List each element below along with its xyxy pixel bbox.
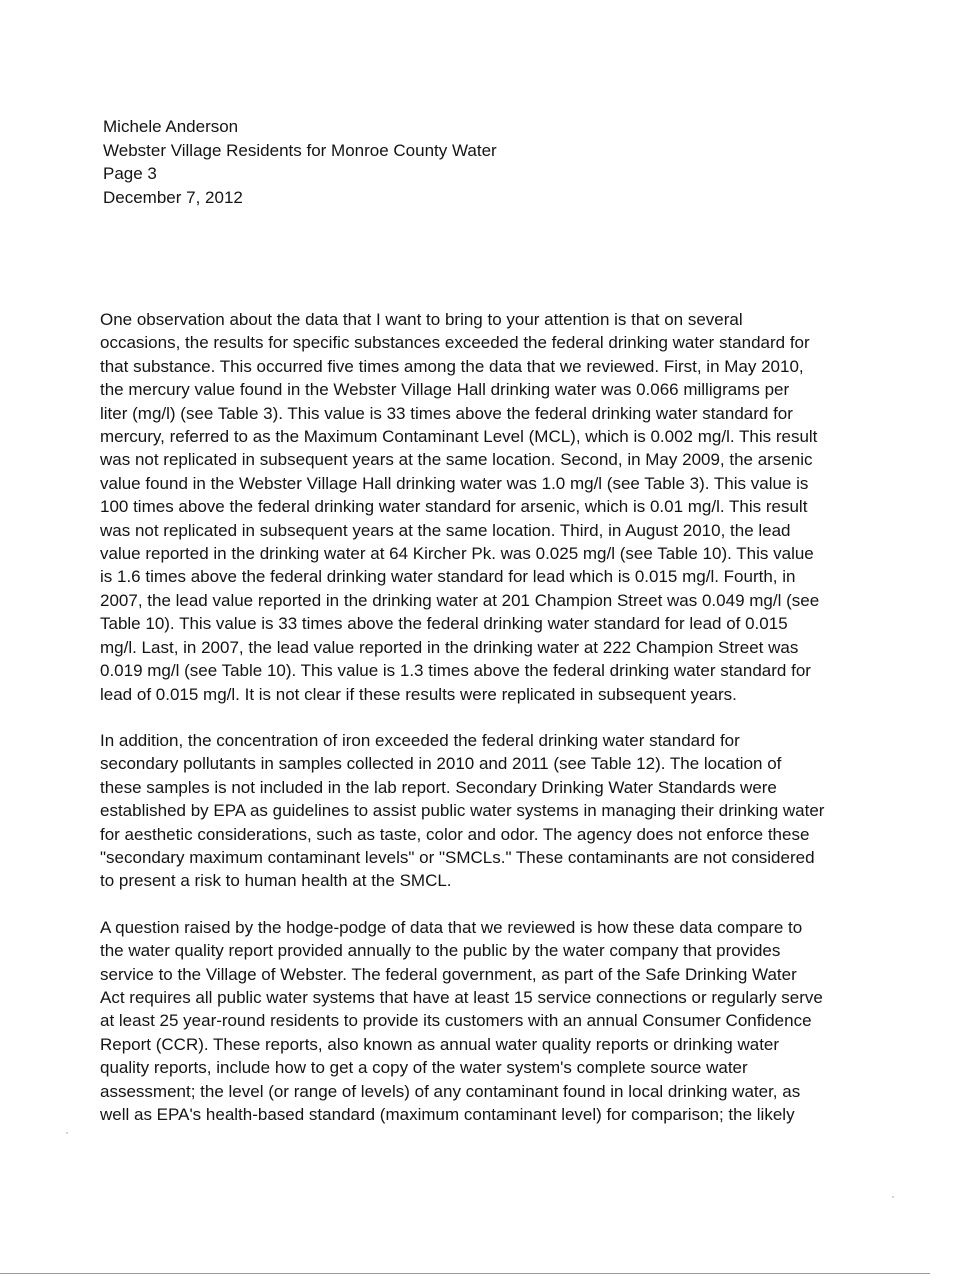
text-line: is 1.6 times above the federal drinking water standard for lead which is 0.015 mg/l. Fourth, in <box>100 567 796 587</box>
paragraph-iron <box>100 729 862 893</box>
text-line: Report (CCR). These reports, also known as annual water quality reports or drinking water <box>100 1034 780 1054</box>
scan-edge-line <box>0 1273 930 1274</box>
text-line: 0.019 mg/l (see Table 10). This value is 1.3 times above the federal drinking water standard for <box>100 661 811 681</box>
text-line: In addition, the concentration of iron exceeded the federal drinking water standard for <box>100 730 740 750</box>
paragraph-gap <box>100 893 862 916</box>
text-line: 2007, the lead value reported in the drinking water at 201 Champion Street was 0.049 mg/l (see <box>100 590 820 610</box>
text-line: liter (mg/l) (see Table 3). This value is 33 times above the federal drinking water standard for <box>100 403 793 423</box>
text-line: quality reports, include how to get a copy of the water system's complete source water <box>100 1058 748 1078</box>
paragraph-exceedances <box>100 308 862 706</box>
text-line: value reported in the drinking water at 64 Kircher Pk. was 0.025 mg/l (see Table 10). This value <box>100 544 814 564</box>
text-line: established by EPA as guidelines to assist public water systems in managing their drinking water <box>100 801 825 821</box>
text-line: A question raised by the hodge-podge of data that we reviewed is how these data compare to <box>100 917 803 937</box>
text-line: at least 25 year-round residents to provide its customers with an annual Consumer Confidence <box>100 1011 812 1031</box>
text-line: well as EPA's health-based standard (maximum contaminant level) for comparison; the likely <box>100 1105 795 1124</box>
text-line: value found in the Webster Village Hall drinking water was 1.0 mg/l (see Table 3). This value is <box>100 473 809 493</box>
letter-date: December 7, 2012 <box>103 188 243 208</box>
paragraph-ccr <box>100 916 862 1127</box>
text-line: lead of 0.015 mg/l. It is not clear if these results were replicated in subsequent years. <box>100 684 737 704</box>
text-line: assessment; the level (or range of levels) of any contaminant found in local drinking water, as <box>100 1081 801 1101</box>
text-line: that substance. This occurred five times among the data that we reviewed. First, in May 2010, <box>100 356 804 376</box>
text-line: occasions, the results for specific substances exceeded the federal drinking water standard for <box>100 333 810 353</box>
text-line: the mercury value found in the Webster Village Hall drinking water was 0.066 milligrams per <box>100 380 790 400</box>
letter-body <box>100 308 862 1126</box>
text-line: "secondary maximum contaminant levels" or "SMCLs." These contaminants are not considered <box>100 847 815 867</box>
text-line: was not replicated in subsequent years at the same location. Third, in August 2010, the lead <box>100 520 791 540</box>
text-line: to present a risk to human health at the SMCL. <box>100 871 452 891</box>
scan-speck <box>892 1196 894 1198</box>
text-line: these samples is not included in the lab report. Secondary Drinking Water Standards were <box>100 777 777 797</box>
text-line: was not replicated in subsequent years at the same location. Second, in May 2009, the arsenic <box>100 450 813 470</box>
recipient-name: Michele Anderson <box>103 117 239 136</box>
paragraph-gap <box>100 706 862 729</box>
text-line: One observation about the data that I want to bring to your attention is that on several <box>100 310 743 329</box>
text-line: mg/l. Last, in 2007, the lead value reported in the drinking water at 222 Champion Street was <box>100 637 799 657</box>
text-line: the water quality report provided annually to the public by the water company that provides <box>100 941 781 961</box>
text-line: service to the Village of Webster. The federal government, as part of the Safe Drinking Water <box>100 964 797 984</box>
text-line: 100 times above the federal drinking water standard for arsenic, which is 0.01 mg/l. This result <box>100 497 808 517</box>
text-line: secondary pollutants in samples collected in 2010 and 2011 (see Table 12). The location of <box>100 754 782 774</box>
recipient-organization: Webster Village Residents for Monroe County Water <box>103 140 497 160</box>
letter-header <box>103 115 803 210</box>
text-line: Table 10). This value is 33 times above the federal drinking water standard for lead of 0.015 <box>100 614 788 634</box>
text-line: mercury, referred to as the Maximum Contaminant Level (MCL), which is 0.002 mg/l. This result <box>100 427 818 447</box>
scan-speck <box>66 1132 68 1134</box>
page-number: Page 3 <box>103 164 157 184</box>
text-line: Act requires all public water systems that have at least 15 service connections or regularly serve <box>100 987 823 1007</box>
text-line: for aesthetic considerations, such as taste, color and odor. The agency does not enforce these <box>100 824 810 844</box>
